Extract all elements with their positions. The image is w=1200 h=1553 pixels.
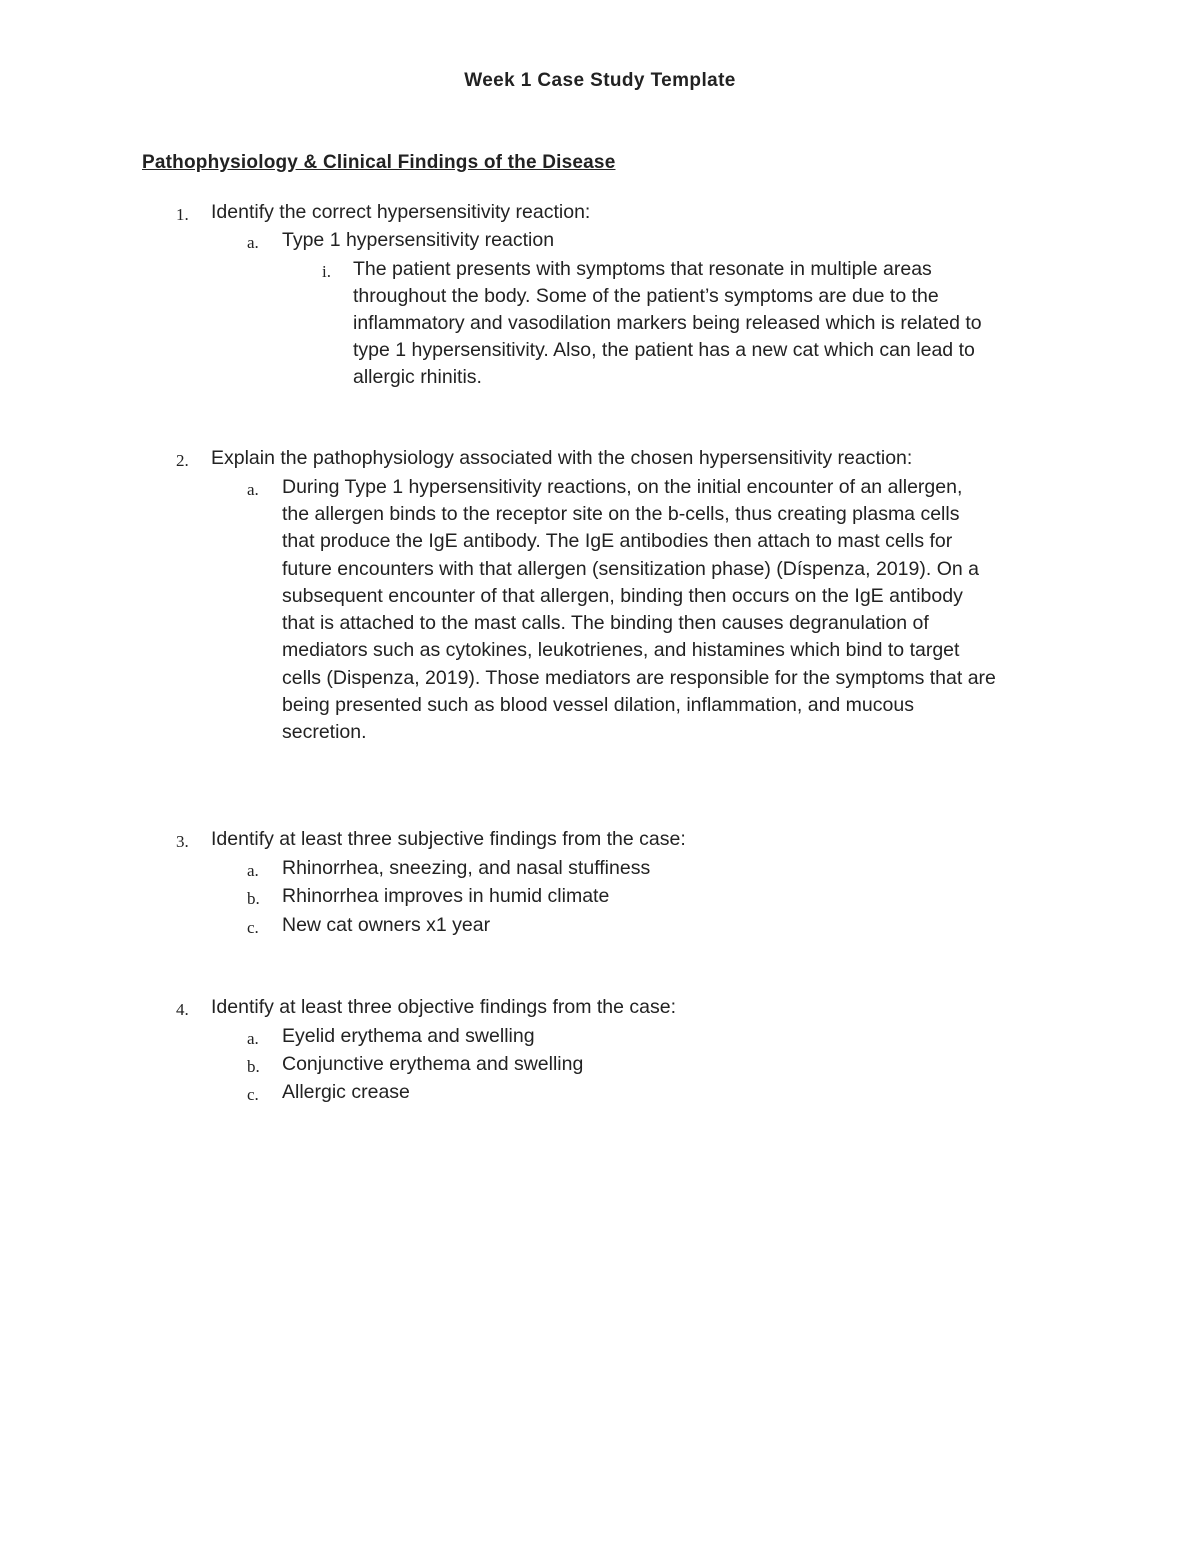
list-item: New cat owners x1 year bbox=[282, 914, 491, 936]
paragraph-line: allergic rhinitis. bbox=[353, 366, 482, 388]
list-item: Rhinorrhea improves in humid climate bbox=[282, 885, 610, 907]
list-item: Allergic crease bbox=[282, 1081, 410, 1103]
question-prompt: Identify the correct hypersensitivity reaction: bbox=[211, 201, 591, 223]
item-letter: b. bbox=[247, 1057, 260, 1076]
list-item: Type 1 hypersensitivity reaction bbox=[282, 229, 555, 251]
paragraph-line: inflammatory and vasodilation markers being released which is related to bbox=[353, 312, 982, 334]
item-letter: a. bbox=[247, 480, 259, 499]
question-prompt: Identify at least three subjective findings from the case: bbox=[211, 828, 686, 850]
list-item: Conjunctive erythema and swelling bbox=[282, 1053, 584, 1075]
paragraph-line: subsequent encounter of that allergen, binding then occurs on the IgE antibody bbox=[282, 585, 963, 607]
paragraph-line: that is attached to the mast calls. The binding then causes degranulation of bbox=[282, 612, 929, 634]
list-item: Rhinorrhea, sneezing, and nasal stuffiness bbox=[282, 857, 651, 879]
item-letter: a. bbox=[247, 233, 259, 252]
question-prompt: Identify at least three objective findings from the case: bbox=[211, 996, 677, 1018]
paragraph-line: During Type 1 hypersensitivity reactions, on the initial encounter of an allergen, bbox=[282, 476, 963, 498]
question-number: 1. bbox=[176, 205, 189, 224]
item-letter: b. bbox=[247, 889, 260, 908]
section-heading: Pathophysiology & Clinical Findings of the Disease bbox=[142, 152, 616, 173]
paragraph-line: that produce the IgE antibody. The IgE antibodies then attach to mast cells for bbox=[282, 530, 953, 552]
document-title: Week 1 Case Study Template bbox=[464, 70, 736, 91]
paragraph-line: throughout the body. Some of the patient’s symptoms are due to the bbox=[353, 285, 939, 307]
item-letter: c. bbox=[247, 1085, 259, 1104]
question-number: 3. bbox=[176, 832, 189, 851]
paragraph-line: The patient presents with symptoms that resonate in multiple areas bbox=[353, 258, 932, 280]
paragraph-line: secretion. bbox=[282, 721, 367, 743]
paragraph-line: type 1 hypersensitivity. Also, the patient has a new cat which can lead to bbox=[353, 339, 975, 361]
item-letter: a. bbox=[247, 1029, 259, 1048]
list-item: Eyelid erythema and swelling bbox=[282, 1025, 535, 1047]
paragraph-line: mediators such as cytokines, leukotrienes, and histamines which bind to target bbox=[282, 639, 960, 661]
question-prompt: Explain the pathophysiology associated with the chosen hypersensitivity reaction: bbox=[211, 447, 913, 469]
item-letter: c. bbox=[247, 918, 259, 937]
question-number: 4. bbox=[176, 1000, 189, 1019]
paragraph-line: cells (Dispenza, 2019). Those mediators are responsible for the symptoms that are bbox=[282, 667, 996, 689]
subitem-numeral: i. bbox=[322, 262, 331, 281]
question-number: 2. bbox=[176, 451, 189, 470]
item-letter: a. bbox=[247, 861, 259, 880]
paragraph-line: future encounters with that allergen (sensitization phase) (Díspenza, 2019). On a bbox=[282, 558, 979, 580]
paragraph-line: being presented such as blood vessel dilation, inflammation, and mucous bbox=[282, 694, 914, 716]
paragraph-line: the allergen binds to the receptor site on the b-cells, thus creating plasma cells bbox=[282, 503, 960, 525]
